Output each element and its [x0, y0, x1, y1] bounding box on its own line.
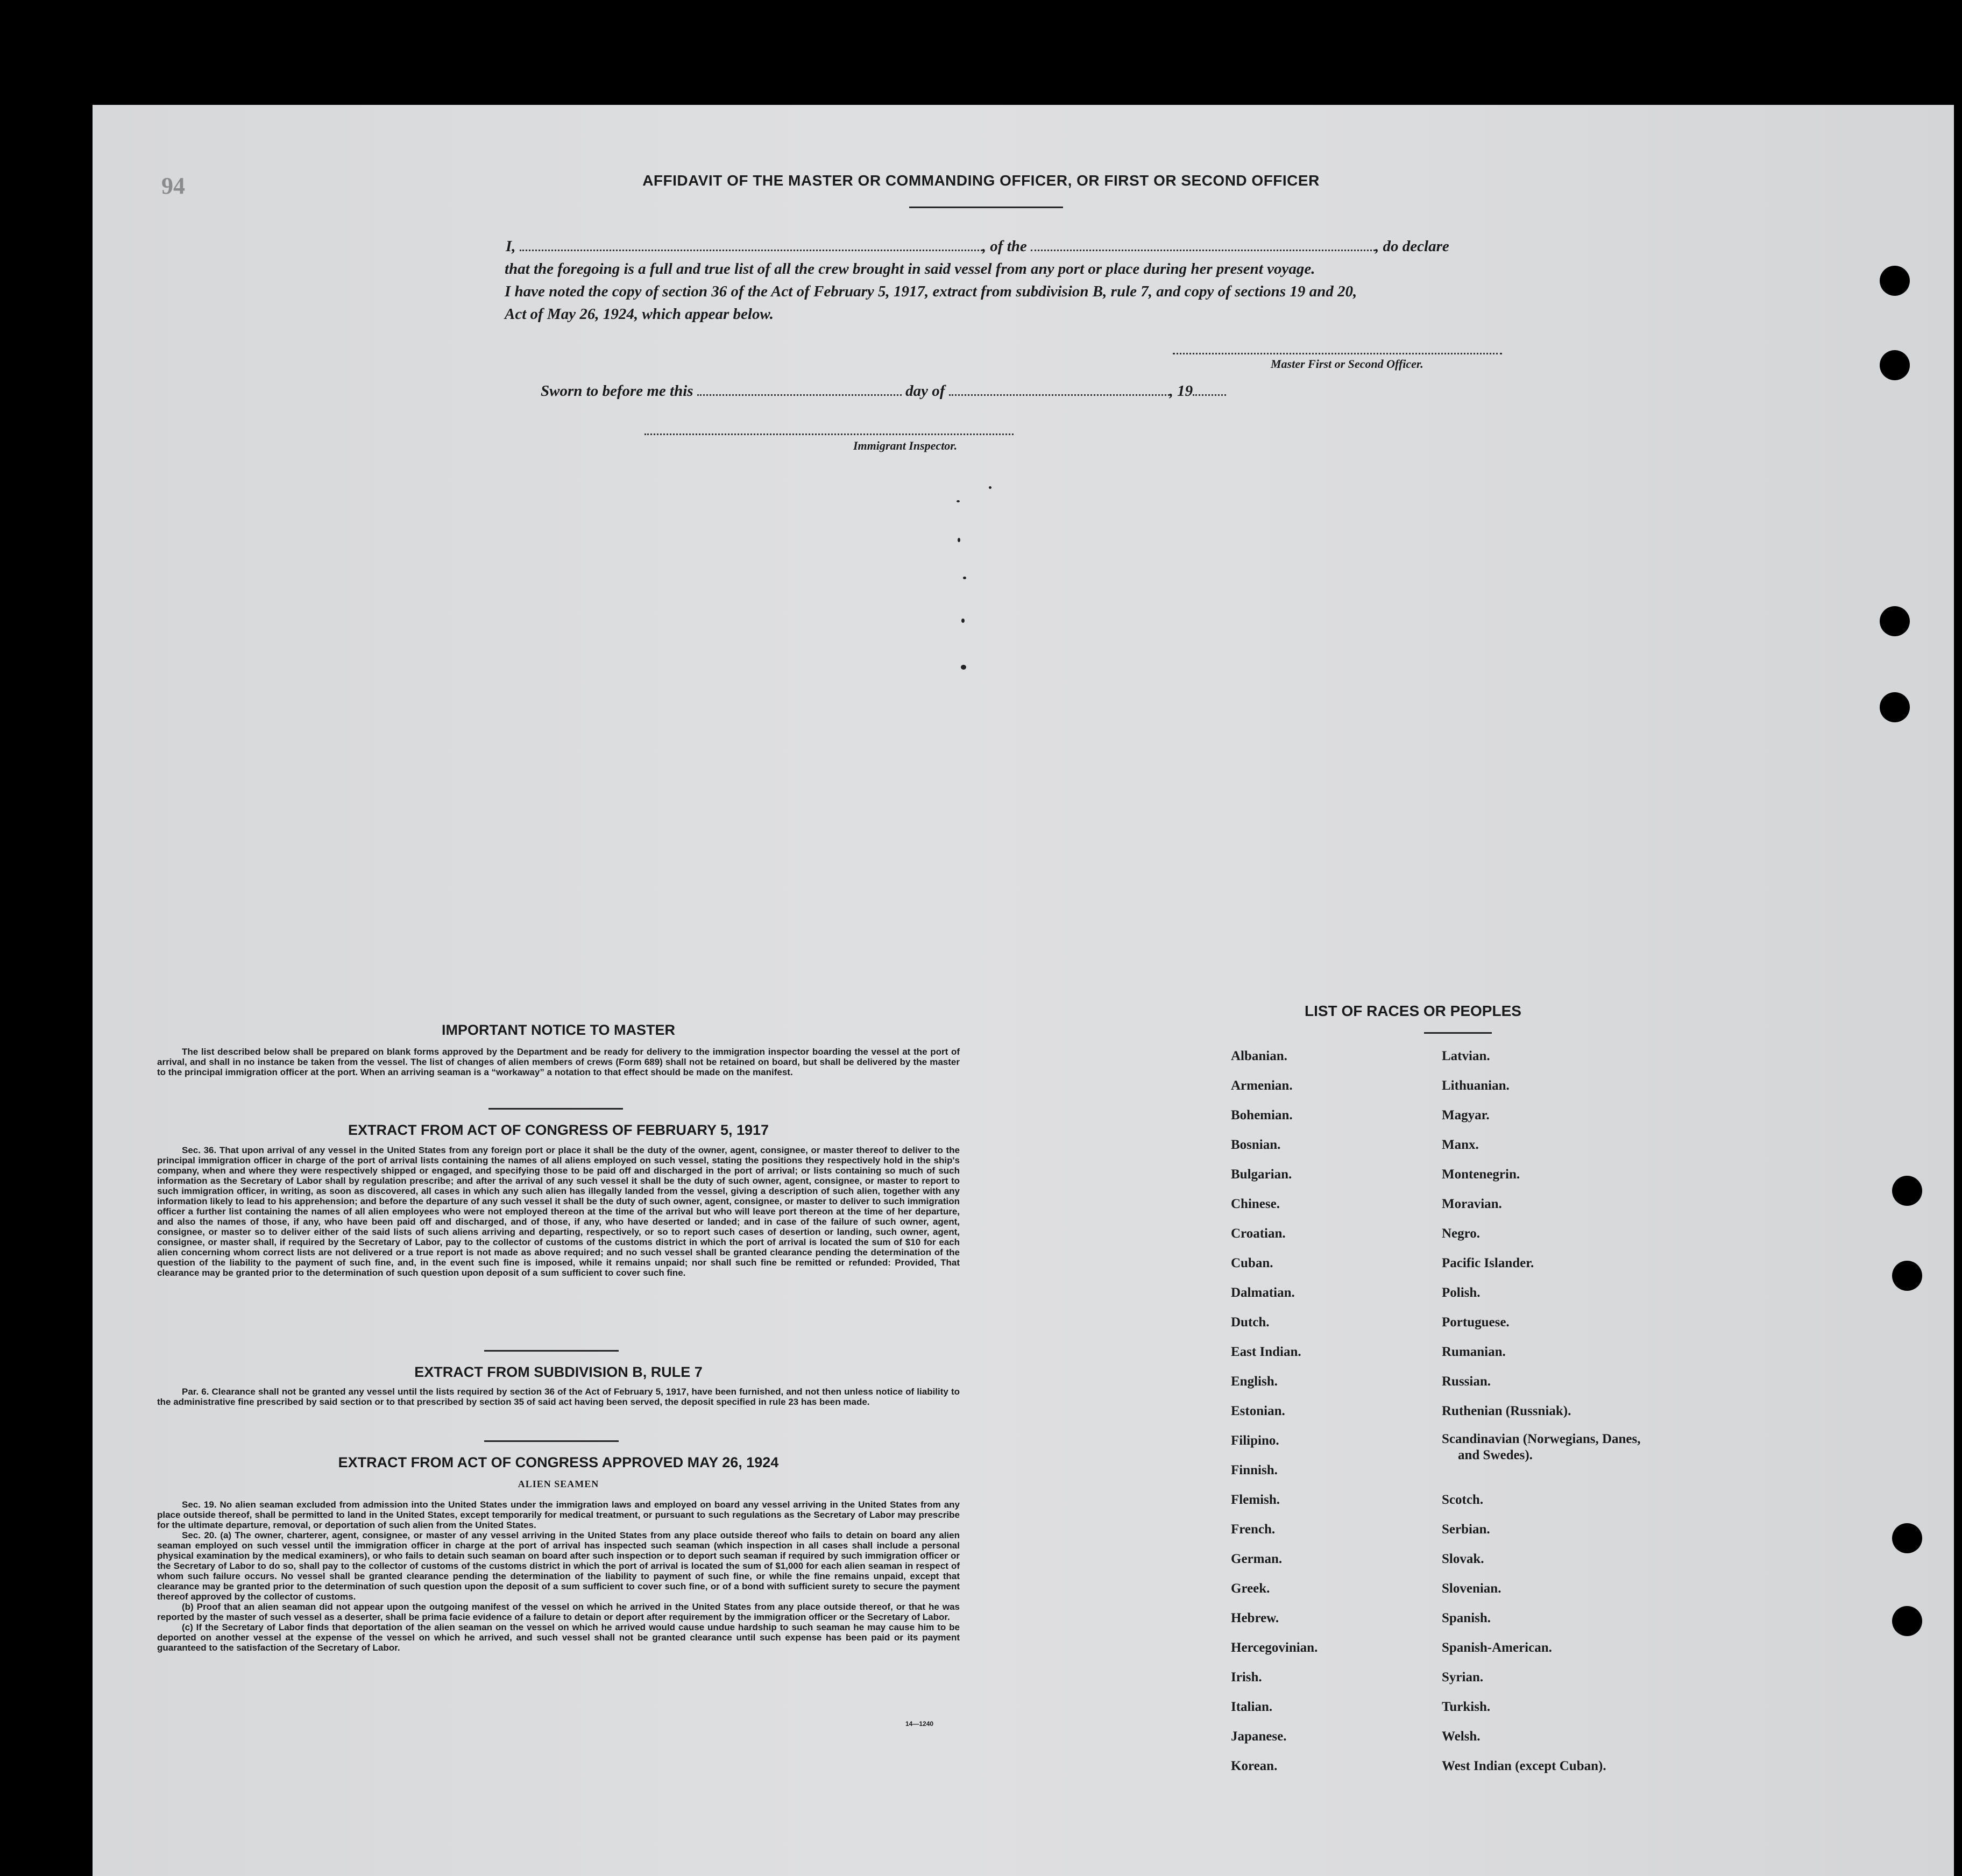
- extract-1917-text: Sec. 36. That upon arrival of any vessel in the United States from any foreign port or place it shall be the duty of the owner, agent, consignee, or master thereof to deliver to the principal immigration officer in charge of the port of arrival lists containing the names of all aliens employed on such vessel, stating the positions they respectively hold in the ship's company, when and where they were respectively shipped or engaged, and specifying those to be paid off and discharged in the port of arrival; or lists containing so much of such information as the Secretary of Labor shall by regulation prescribe; and after the arrival of any such vessel it shall be the duty of such owner, agent, consignee, or master to report to such immigration officer, in writing, as soon as discovered, all cases in which any such alien has illegally landed from the vessel, giving a description of such alien, together with any information likely to lead to his apprehension; and before the departure of any such vessel it shall be the duty of such owner, agent, consignee, or master to deliver to such immigration officer a further list containing the names of all alien employees who were not employed thereon at the time of the arrival but who will leave port thereon at the time of her departure, and also the names of those, if any, who have been paid off and discharged, and of those, if any, who have deserted or landed; and in case of the failure of such owner, agent, consignee, or master so to deliver either of the said lists of such aliens arriving and departing, respectively, or so to report such cases of desertion or landing, such owner, agent, consignee, or master shall, if required by the Secretary of Labor, pay to the collector of customs of the customs district in which the port of arrival is located the sum of $10 for each alien concerning whom correct lists are not delivered or a true report is not made as above required; and no such vessel shall be granted clearance pending the determination of the question of the liability to the payment of such fine, and, in the event such fine is imposed, while it remains unpaid; nor shall such fine be remitted or refunded: Provided, That clearance may be granted prior to the determination of such question upon deposit of a sum sufficient to cover such fine.: [157, 1145, 960, 1278]
- binder-hole: [1892, 1261, 1922, 1291]
- race-item: Scotch.: [1442, 1493, 1484, 1507]
- paper-speck: [958, 538, 960, 542]
- extract-1924-body: [157, 1500, 960, 1653]
- sworn-month-field[interactable]: [949, 394, 1170, 396]
- title-rule: [909, 207, 1063, 208]
- race-item: Dutch.: [1231, 1315, 1270, 1330]
- race-item: West Indian (except Cuban).: [1442, 1759, 1606, 1773]
- race-item: Korean.: [1231, 1759, 1278, 1773]
- notice-text: The list described below shall be prepared on blank forms approved by the Department and be ready for delivery to the immigration inspector boarding the vessel at the port of arrival, and shall in no instance be taken from the vessel. The list of changes of alien members of crews (Form 689) shall not be retained on board, but shall be delivered by the master to the principal immigration officer at the port. When an arriving seaman is a “workaway” a notation to that effect should be made on the manifest.: [157, 1047, 960, 1077]
- race-item: Croatian.: [1231, 1226, 1286, 1241]
- binder-hole: [1880, 266, 1910, 296]
- sec20a-text: Sec. 20. (a) The owner, charterer, agent, consignee, or master of any vessel arriving in the United States from any place outside thereof who fails to detain on board any alien seaman employed on such vessel until the immigration officer in charge at the port of arrival has inspected such seaman (which inspection in all cases shall include a personal physical examination by the medical examiners), or who fails to detain such seaman on board after such inspection or to deport such seaman if required by such immigration officer or the Secretary of Labor to do so, shall pay to the collector of customs of the customs district in which the port of arrival is located the sum of $1,000 for each alien seaman in respect of whom such failure occurs. No vessel shall be granted clearance pending the determination of the liability to payment of such fine, or while the fine remains unpaid, except that clearance may be granted prior to the determination of such question upon the deposit of a sum sufficient to cover such fine, or of a bond with sufficient surety to secure the payment thereof approved by the collector of customs.: [157, 1530, 960, 1602]
- races-rule: [1424, 1032, 1492, 1034]
- form-number: 14—1240: [905, 1720, 934, 1728]
- race-item: Irish.: [1231, 1670, 1262, 1685]
- affidavit-title: AFFIDAVIT OF THE MASTER OR COMMANDING OFFICER, OR FIRST OR SECOND OFFICER: [642, 172, 1320, 189]
- race-item: East Indian.: [1231, 1345, 1301, 1359]
- alien-seamen-subtitle: ALIEN SEAMEN: [518, 1479, 599, 1489]
- binder-hole: [1880, 606, 1910, 636]
- year-field[interactable]: [1193, 394, 1226, 396]
- race-item: Russian.: [1442, 1374, 1491, 1389]
- race-item: Latvian.: [1442, 1049, 1490, 1063]
- paper-speck: [957, 500, 960, 502]
- race-item: Moravian.: [1442, 1197, 1502, 1211]
- race-item: Flemish.: [1231, 1493, 1280, 1507]
- races-title: LIST OF RACES OR PEOPLES: [1305, 1003, 1521, 1019]
- paper-speck: [989, 486, 991, 489]
- binder-hole: [1880, 692, 1910, 722]
- binder-hole: [1892, 1606, 1922, 1636]
- race-item: Filipino.: [1231, 1433, 1279, 1448]
- affidavit-line-4: Act of May 26, 1924, which appear below.: [505, 305, 774, 323]
- sec20b-text: (b) Proof that an alien seaman did not appear upon the outgoing manifest of the vessel on which he arrived in the United States from any place outside thereof, or that he was reported by the master of such vessel as a deserter, shall be prima facie evidence of a failure to detain or deport after requirement by the immigration officer or the Secretary of Labor.: [157, 1602, 960, 1622]
- race-item: Welsh.: [1442, 1729, 1481, 1744]
- master-signature-line[interactable]: [1173, 353, 1502, 354]
- notice-rule: [488, 1108, 623, 1110]
- race-item: Negro.: [1442, 1226, 1481, 1241]
- race-item: Ruthenian (Russniak).: [1442, 1404, 1571, 1418]
- race-item: Japanese.: [1231, 1729, 1287, 1744]
- race-item: Bulgarian.: [1231, 1167, 1292, 1182]
- race-item: Rumanian.: [1442, 1345, 1506, 1359]
- race-item: Chinese.: [1231, 1197, 1280, 1211]
- sworn-label: Sworn to before me this: [541, 382, 693, 400]
- race-item: French.: [1231, 1522, 1276, 1537]
- notice-title: IMPORTANT NOTICE TO MASTER: [442, 1022, 675, 1038]
- binder-hole: [1892, 1523, 1922, 1553]
- sec20c-text: (c) If the Secretary of Labor finds that deportation of the alien seaman on the vessel on which he arrived would cause undue hardship to such seaman he may cause him to be deported on another vessel at the expense of the vessel on which he arrived, and such vessel shall not be granted clearance until such expense has been paid or its payment guaranteed to the satisfaction of the Secretary of Labor.: [157, 1622, 960, 1653]
- inspector-signature-line[interactable]: [644, 434, 1014, 435]
- extract-1917-title: EXTRACT FROM ACT OF CONGRESS OF FEBRUARY 5, 1917: [348, 1122, 769, 1138]
- race-item: Serbian.: [1442, 1522, 1490, 1537]
- sworn-day-field[interactable]: [697, 394, 902, 396]
- race-item: Bohemian.: [1231, 1108, 1293, 1122]
- of-the-label: , of the: [982, 238, 1027, 255]
- binder-hole: [1892, 1176, 1922, 1206]
- race-item: Lithuanian.: [1442, 1078, 1510, 1093]
- race-item: Greek.: [1231, 1581, 1270, 1596]
- race-item: Estonian.: [1231, 1404, 1285, 1418]
- year-label: , 19: [1169, 382, 1193, 400]
- race-item: Slovenian.: [1442, 1581, 1501, 1596]
- affidavit-line-3: I have noted the copy of section 36 of the Act of February 5, 1917, extract from subdivision B, rule 7, and copy of sections 19 and 20,: [505, 283, 1357, 300]
- margin-mark: 94: [161, 173, 185, 199]
- race-item: Spanish-American.: [1442, 1640, 1552, 1655]
- paper-speck: [961, 619, 965, 623]
- race-item: Dalmatian.: [1231, 1285, 1295, 1300]
- race-item: Manx.: [1442, 1138, 1479, 1152]
- affidavit-line-1: [506, 235, 1449, 258]
- master-signature-label: Master First or Second Officer.: [1271, 357, 1423, 371]
- race-item: Syrian.: [1442, 1670, 1484, 1685]
- race-item: Hebrew.: [1231, 1611, 1279, 1625]
- race-item: Armenian.: [1231, 1078, 1293, 1093]
- inspector-signature-label: Immigrant Inspector.: [853, 439, 958, 452]
- race-item: Spanish.: [1442, 1611, 1491, 1625]
- extract-rule7-text: Par. 6. Clearance shall not be granted any vessel until the lists required by section 36 of the Act of February 5, 1917, have been furnished, and not then unless notice of liability to the administrative fine prescribed by said section or to that prescribed by section 35 of said act having been served, the deposit specified in rule 23 has been made.: [157, 1387, 960, 1407]
- paper-speck: [963, 577, 966, 579]
- race-item: Slovak.: [1442, 1552, 1484, 1566]
- race-item: Italian.: [1231, 1700, 1273, 1714]
- race-item: Portuguese.: [1442, 1315, 1510, 1330]
- race-item: Finnish.: [1231, 1463, 1278, 1477]
- extract-rule7-title: EXTRACT FROM SUBDIVISION B, RULE 7: [414, 1364, 703, 1380]
- vessel-field[interactable]: [1031, 250, 1375, 251]
- day-of-label: day of: [905, 382, 945, 400]
- race-item: Bosnian.: [1231, 1138, 1281, 1152]
- extract-1924-title: EXTRACT FROM ACT OF CONGRESS APPROVED MAY 26, 1924: [338, 1454, 779, 1470]
- race-item: Albanian.: [1231, 1049, 1287, 1063]
- race-item: German.: [1231, 1552, 1283, 1566]
- i-label: I,: [506, 238, 516, 255]
- race-item: Scandinavian (Norwegians, Danes, and Swedes).: [1442, 1432, 1641, 1462]
- binder-hole: [1880, 350, 1910, 380]
- race-item: Polish.: [1442, 1285, 1481, 1300]
- race-item: Turkish.: [1442, 1700, 1491, 1714]
- race-item: English.: [1231, 1374, 1278, 1389]
- name-field[interactable]: [520, 250, 982, 251]
- race-item: Pacific Islander.: [1442, 1256, 1534, 1270]
- sworn-line: [541, 380, 1226, 403]
- extract-1917-rule: [484, 1350, 619, 1352]
- extract-rule7-rule: [484, 1440, 619, 1442]
- affidavit-line-2: that the foregoing is a full and true list of all the crew brought in said vessel from any port or place during her present voyage.: [505, 260, 1315, 278]
- paper-speck: [961, 665, 966, 670]
- sec19-text: Sec. 19. No alien seaman excluded from admission into the United States under the immigration laws and employed on board any vessel arriving in the United States from any place outside thereof, shall be permitted to land in the United States, except temporarily for medical treatment, or pursuant to such regulations as the Secretary of Labor may prescribe for the ultimate departure, removal, or deportation of such alien from the United States.: [157, 1500, 960, 1530]
- race-item: Hercegovinian.: [1231, 1640, 1318, 1655]
- race-item: Montenegrin.: [1442, 1167, 1520, 1182]
- race-item: Magyar.: [1442, 1108, 1490, 1122]
- do-declare-label: , do declare: [1375, 238, 1449, 255]
- race-item: Cuban.: [1231, 1256, 1273, 1270]
